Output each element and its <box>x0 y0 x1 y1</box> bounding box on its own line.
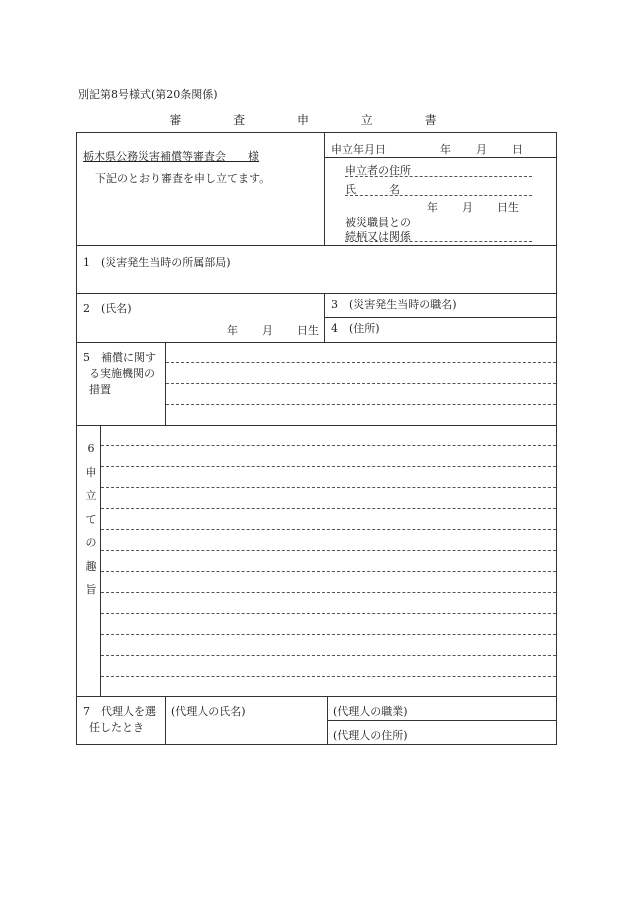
divider <box>76 696 557 697</box>
relation-line[interactable] <box>345 241 532 242</box>
s2-day-unit: 日生 <box>297 324 319 337</box>
date-label: 申立年月日 <box>331 143 386 156</box>
section-7-label-1: 7 代理人を選 <box>83 705 156 718</box>
section-2-label: 2 (氏名) <box>83 302 132 315</box>
s5-line[interactable] <box>166 383 556 384</box>
divider <box>324 132 325 245</box>
s6-line[interactable] <box>101 487 556 488</box>
s6-line[interactable] <box>101 592 556 593</box>
s6-line[interactable] <box>101 571 556 572</box>
s6-line[interactable] <box>101 550 556 551</box>
form-table <box>76 132 557 745</box>
address-line[interactable] <box>345 176 532 177</box>
divider <box>327 720 557 721</box>
s2-year-unit: 年 <box>227 324 238 337</box>
birth-year-unit: 年 <box>427 201 438 214</box>
s5-line[interactable] <box>166 362 556 363</box>
document-title: 審 査 申 立 書 <box>169 113 461 127</box>
birth-month-unit: 月 <box>462 201 473 214</box>
section-7-label-2: 任したとき <box>89 721 144 734</box>
s6-line[interactable] <box>101 466 556 467</box>
day-unit: 日 <box>512 143 523 156</box>
divider <box>324 317 557 318</box>
divider <box>76 293 557 294</box>
s6-line[interactable] <box>101 613 556 614</box>
relation-label-1: 被災職員との <box>345 216 411 229</box>
section-3-label: 3 (災害発生当時の職名) <box>331 298 457 311</box>
section-4-label: 4 (住所) <box>331 322 380 335</box>
addressee-name: 栃木県公務災害補償等審査会 様 <box>83 150 259 163</box>
divider <box>76 425 557 426</box>
s6-line[interactable] <box>101 655 556 656</box>
form-number: 別記第8号様式(第20条関係) <box>78 88 218 101</box>
s6-line[interactable] <box>101 634 556 635</box>
birth-day-unit: 日生 <box>497 201 519 214</box>
intro-text: 下記のとおり審査を申し立てます。 <box>95 172 271 185</box>
section-6-label: 6 申 立 て の 趣 旨 <box>85 442 97 596</box>
divider <box>76 245 557 246</box>
agent-job-label: (代理人の職業) <box>333 705 408 718</box>
month-unit: 月 <box>476 143 487 156</box>
year-unit: 年 <box>440 143 451 156</box>
name-label: 氏 名 <box>345 183 400 196</box>
s6-line[interactable] <box>101 529 556 530</box>
s6-line[interactable] <box>101 676 556 677</box>
section-5-label-1: 5 補償に関す <box>83 351 156 364</box>
section-5-label-3: 措置 <box>89 383 111 396</box>
agent-address-label: (代理人の住所) <box>333 729 408 742</box>
name-line[interactable] <box>345 195 532 196</box>
s2-month-unit: 月 <box>262 324 273 337</box>
s6-line[interactable] <box>101 445 556 446</box>
divider <box>165 696 166 745</box>
divider <box>324 157 557 158</box>
agent-name-label: (代理人の氏名) <box>171 705 246 718</box>
address-label: 申立者の住所 <box>345 164 411 177</box>
section-5-label-2: る実施機関の <box>89 367 155 380</box>
s5-line[interactable] <box>166 404 556 405</box>
relation-label-2: 続柄又は関係 <box>345 230 411 243</box>
divider <box>76 342 557 343</box>
section-1-label: 1 (災害発生当時の所属部局) <box>83 256 231 269</box>
s6-line[interactable] <box>101 508 556 509</box>
